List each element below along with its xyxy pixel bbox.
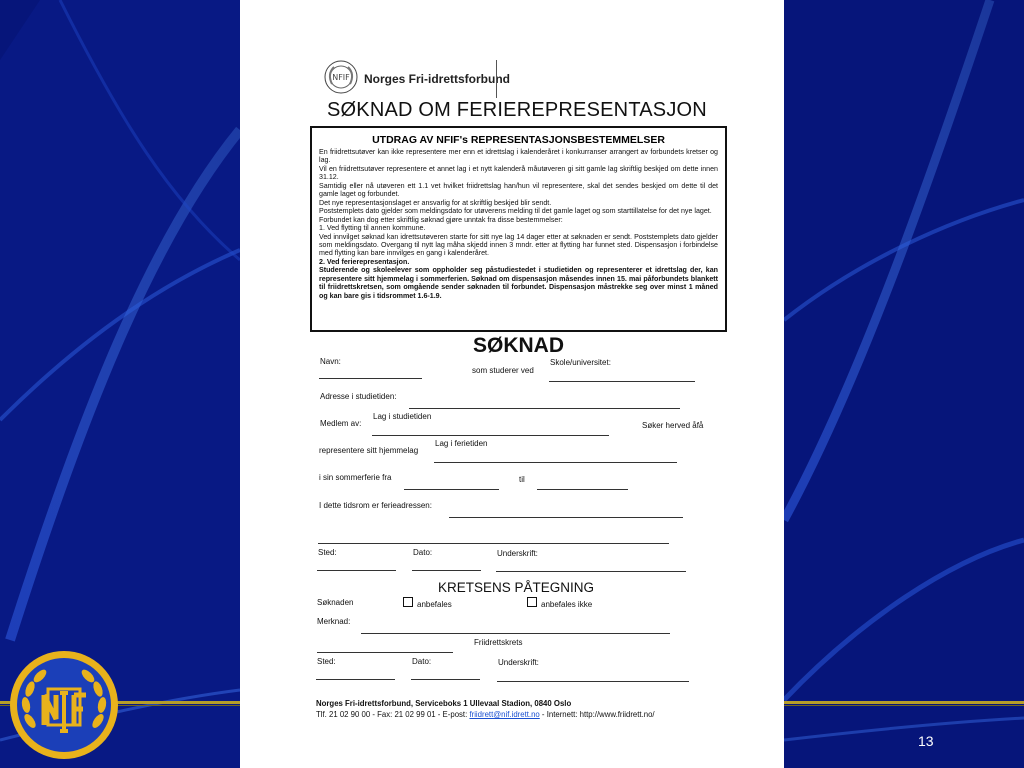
represent-label: representere sitt hjemmelag: [319, 446, 419, 455]
rules-paragraph: En friidrettsutøver kan ikke representere mer enn et idrettslag i kalenderåret i konkurranser arrangert av forbundets kretser og lag.: [319, 148, 718, 165]
federation-emblem-icon: [324, 60, 358, 94]
date-label: Dato:: [413, 548, 433, 557]
club-vacation-label: Lag i ferietiden: [435, 439, 488, 448]
not-recommended-checkbox[interactable]: [527, 597, 537, 607]
district-place-field[interactable]: [316, 679, 395, 680]
address-label: Adresse i studietiden:: [320, 392, 397, 401]
rules-item-heading: 2. Ved ferierepresentasjon.: [319, 257, 410, 266]
vacation-address-field-2[interactable]: [318, 543, 669, 544]
address-field[interactable]: [409, 408, 680, 409]
letterhead-divider: [496, 60, 497, 98]
application-label: Søknaden: [317, 598, 354, 607]
footer-contact-prefix: Tlf. 21 02 90 00 - Fax: 21 02 99 01 - E-post:: [316, 710, 470, 719]
date-field[interactable]: [412, 570, 481, 571]
to-label: til: [519, 475, 525, 484]
apply-label: Søker herved åfå: [642, 421, 704, 430]
signature-label: Underskrift:: [497, 549, 538, 558]
district-place-label: Sted:: [317, 657, 336, 666]
slide-page-number: 13: [918, 733, 934, 749]
rules-box-body: [319, 148, 718, 300]
form-title: SØKNAD: [473, 334, 565, 357]
remark-label: Merknad:: [317, 617, 351, 626]
recommended-checkbox[interactable]: [403, 597, 413, 607]
place-label: Sted:: [318, 548, 337, 557]
footer-address: Norges Fri-idrettsforbund, Serviceboks 1 Ullevaal Stadion, 0840 Oslo: [316, 699, 572, 708]
district-signature-label: Underskrift:: [498, 658, 539, 667]
studying-label: som studerer ved: [472, 366, 534, 375]
place-field[interactable]: [317, 570, 396, 571]
club-study-label: Lag i studietiden: [373, 412, 432, 421]
name-field[interactable]: [319, 378, 422, 379]
rules-paragraph: Det nye representasjonslaget er ansvarlig for at skriftlig beskjed blir sendt.: [319, 198, 552, 207]
rules-item-heading: 1. Ved flytting til annen kommune.: [319, 224, 426, 233]
document-title: SØKNAD OM FERIEREPRESENTASJON: [327, 99, 707, 121]
name-label: Navn:: [320, 357, 341, 366]
school-field[interactable]: [549, 381, 695, 382]
district-date-field[interactable]: [411, 679, 480, 680]
letterhead-org-name: Norges Fri-idrettsforbund: [364, 72, 510, 86]
svg-text:NFIF: NFIF: [332, 73, 350, 82]
footer-contact-suffix: - Internett: http://www.friidrett.no/: [539, 710, 655, 719]
rules-paragraph: Poststemplets dato gjelder som meldingsdato for utøverens melding til det gamle laget og som starttillatelse for det nye laget.: [319, 207, 712, 216]
vacation-address-label: I dette tidsrom er ferieadressen:: [319, 501, 432, 510]
not-recommended-label: anbefales ikke: [541, 600, 593, 609]
rules-paragraph: Samtidig eller nå utøveren ett 1.1 vet hvilket friidrettslag han/hun vil representere, skal det sendes beskjed om dette til det gamle laget og forbundet.: [319, 181, 718, 199]
district-signature-field[interactable]: [497, 681, 689, 682]
vacation-from-field[interactable]: [404, 489, 499, 490]
remark-field[interactable]: [361, 633, 670, 634]
district-field[interactable]: [317, 652, 453, 653]
club-vacation-field[interactable]: [434, 462, 677, 463]
district-date-label: Dato:: [412, 657, 432, 666]
footer-contact: [316, 710, 655, 719]
club-study-field[interactable]: [372, 435, 609, 436]
rules-box-heading: UTDRAG AV NFIF's REPRESENTASJONSBESTEMMELSER: [372, 134, 665, 146]
nfif-badge-logo: [8, 649, 120, 761]
rules-paragraph: Vil en friidrettsutøver representere et annet lag i et nytt kalenderå måutøveren gi sitt gamle lag skriftlig beskjed om dette innen 31.12.: [319, 164, 718, 182]
rules-item-text: Studerende og skoleelever som oppholder seg påstudiestedet i studietiden og representerer et idrettslag der, kan representere sitt hjemmelag i sommerferien. Søknad om dispensasjon måsendes innen 15. mai påforbundets blankett til friidrettskretsen, som omgående sender søknaden til forbundet. Dispensasjon måstrekke seg over minst 1 måned og kan bare gis i tidsrommet 1.6-1.9.: [319, 266, 718, 300]
footer-email-link[interactable]: friidrett@nif.idrett.no: [469, 710, 540, 719]
member-label: Medlem av:: [320, 419, 362, 428]
rules-item-text: Ved innvilget søknad kan idrettsutøveren starte for sitt nye lag 14 dager etter at søknaden er sendt. Poststemplets dato gjelder som meldingsdato. Overgang til nytt lag måha skjedd innen 3 mndr. etter at flytting har funnet sted. Dispensasjon i forbindelse med flytting kan bare innvilges en gang i kalenderåret.: [319, 232, 718, 258]
signature-field[interactable]: [496, 571, 686, 572]
school-label: Skole/universitet:: [550, 358, 611, 367]
vacation-address-field[interactable]: [449, 517, 683, 518]
district-label: Friidrettskrets: [474, 638, 523, 647]
rules-box: [310, 126, 727, 332]
vacation-to-field[interactable]: [537, 489, 628, 490]
district-title: KRETSENS PÅTEGNING: [438, 580, 595, 595]
rules-paragraph: Forbundet kan dog etter skriftlig søknad gjøre unntak fra disse bestemmelser:: [319, 215, 563, 224]
vacation-from-label: i sin sommerferie fra: [319, 473, 392, 482]
recommended-label: anbefales: [417, 600, 452, 609]
